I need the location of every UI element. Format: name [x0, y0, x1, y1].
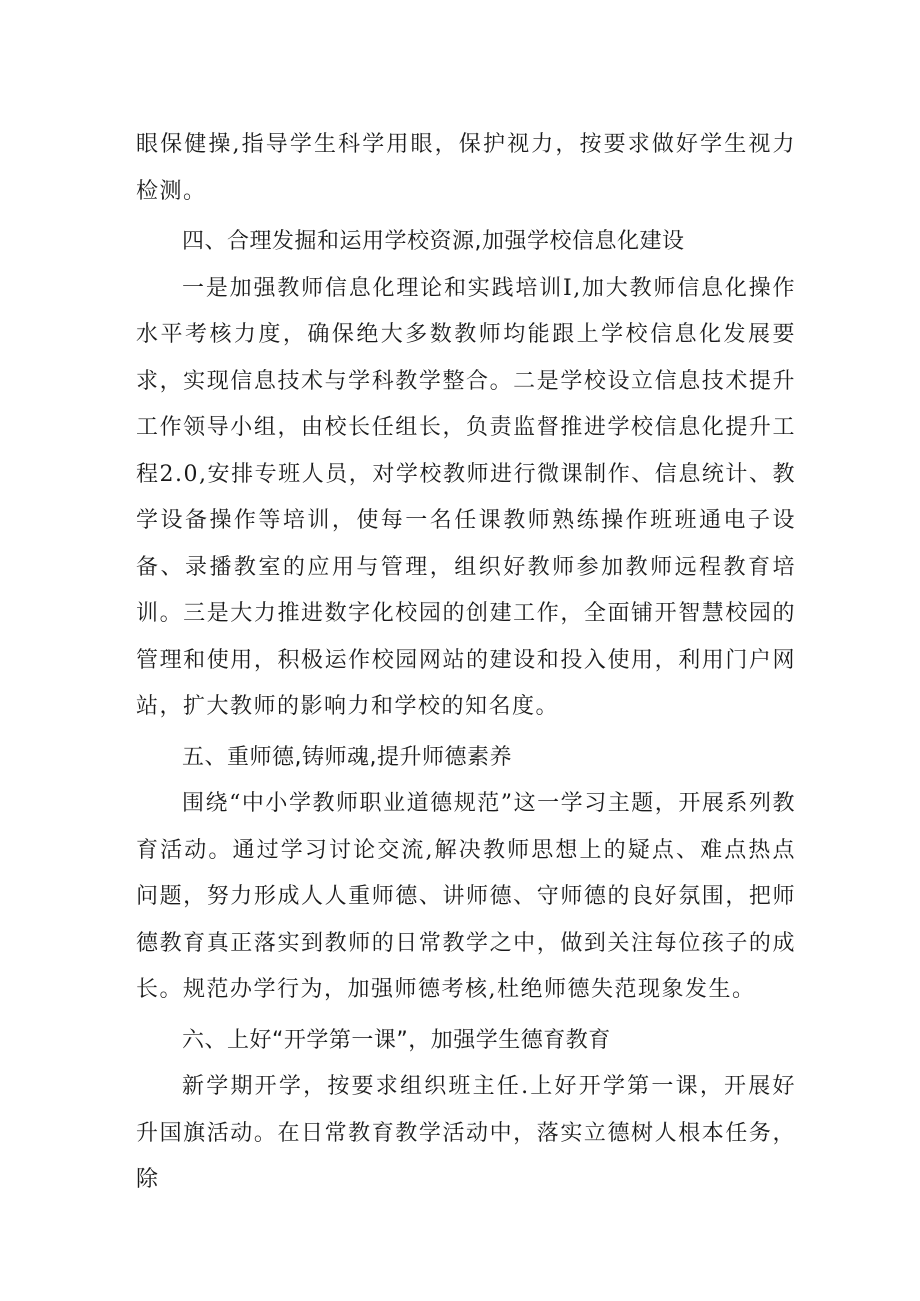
section-heading-6: 六、上好“开学第一课”，加强学生德育教育 [182, 1027, 611, 1053]
document-body [136, 122, 796, 1204]
continuation-paragraph: 眼保健操,指导学生科学用眼，保护视力，按要求做好学生视力检测。 [136, 132, 796, 204]
section-body-6: 新学期开学，按要求组织班主任.上好开学第一课，开展好升国旗活动。在日常教育教学活动中，落实立德树人根本任务，除 [136, 1074, 796, 1192]
section-body-4: 一是加强教师信息化理论和实践培训I,加大教师信息化操作水平考核力度，确保绝大多数教师均能跟上学校信息化发展要求，实现信息技术与学科教学整合。二是学校设立信息技术提升工作领导小组，由校长任组长，负责监督推进学校信息化提升工程2.0,安排专班人员，对学校教师进行微课制作、信息统计、教学设备操作等培训，使每一名任课教师熟练操作班班通电子设备、录播教室的应用与管理，组织好教师参加教师远程教育培训。三是大力推进数字化校园的创建工作，全面铺开智慧校园的管理和使用，积极运作校园网站的建设和投入使用，利用门户网站，扩大教师的影响力和学校的知名度。 [136, 275, 796, 719]
section-heading-5: 五、重师德,铸师魂,提升师德素养 [182, 744, 512, 770]
section-body-5: 围绕“中小学教师职业道德规范”这一学习主题，开展系列教育活动。通过学习讨论交流,解决教师思想上的疑点、难点热点问题，努力形成人人重师德、讲师德、守师德的良好氛围，把师德教育真正落实到教师的日常教学之中，做到关注每位孩子的成长。规范办学行为，加强师德考核,杜绝师德失范现象发生。 [136, 791, 796, 1002]
section-heading-4: 四、合理发掘和运用学校资源,加强学校信息化建设 [182, 229, 685, 254]
